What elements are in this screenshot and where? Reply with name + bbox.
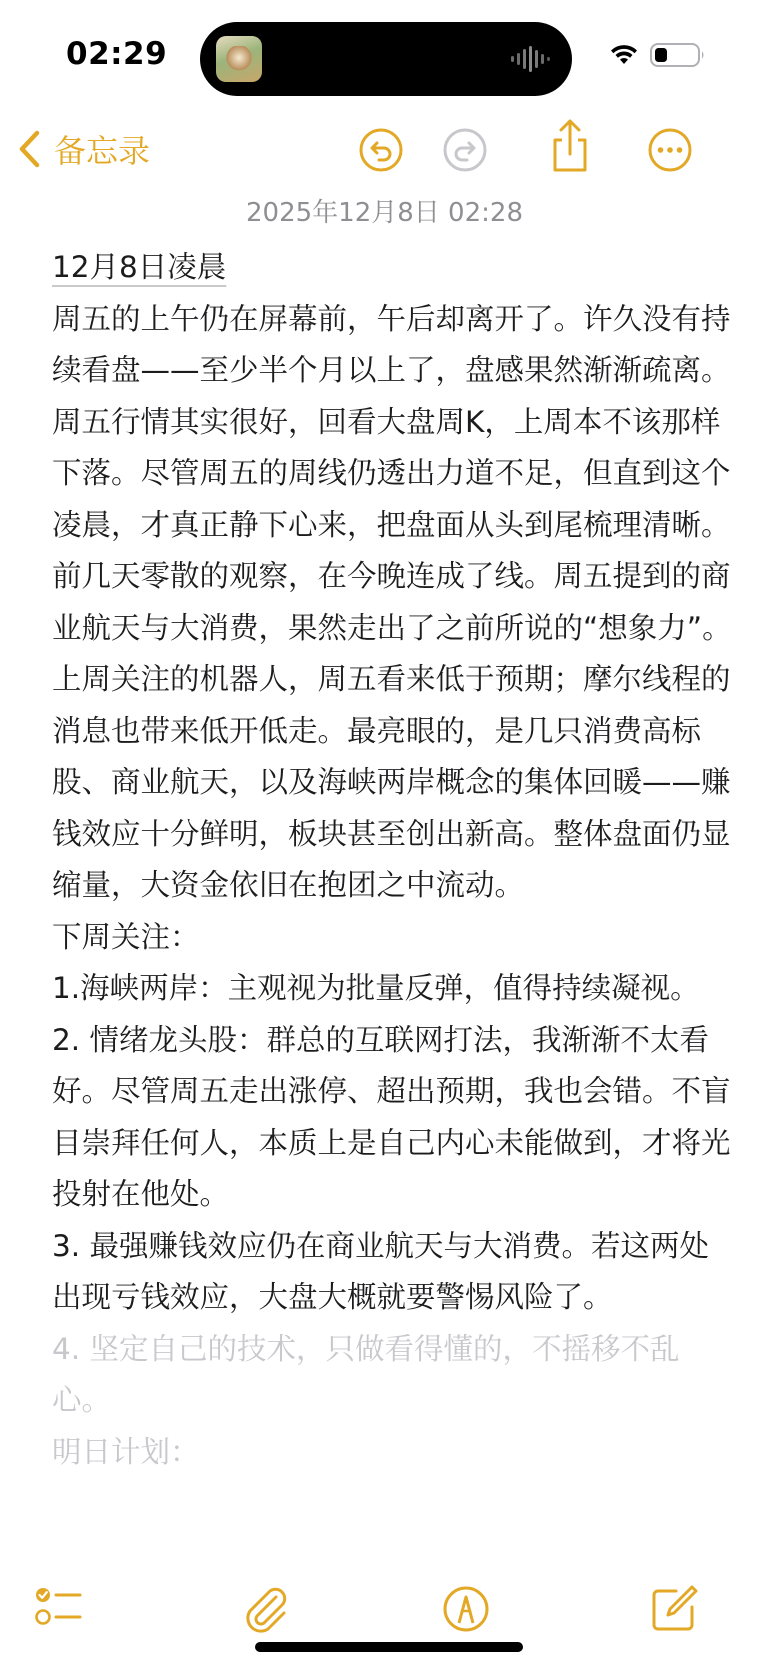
redo-icon[interactable] <box>441 126 489 174</box>
note-body[interactable] <box>52 242 732 1478</box>
note-paragraph: 周五的上午仍在屏幕前，午后却离开了。许久没有持续看盘——至少半个月以上了，盘感果然渐渐疏离。周五行情其实很好，回看大盘周K，上周本不该那样下落。尽管周五的周线仍透出力道不足，但直到这个凌晨，才真正静下心来，把盘面从头到尾梳理清晰。 <box>52 301 731 542</box>
note-paragraph: 2. 情绪龙头股：群总的互联网打法，我渐渐不太看好。尽管周五走出涨停、超出预期，我也会错。不盲目崇拜任何人，本质上是自己内心未能做到，才将光投射在他处。 <box>52 1022 731 1211</box>
audio-waveform-icon <box>510 46 550 72</box>
checklist-icon[interactable] <box>34 1583 86 1635</box>
battery-icon <box>650 43 706 67</box>
now-playing-artwork <box>216 36 262 82</box>
compose-icon[interactable] <box>648 1583 700 1635</box>
note-paragraph: 前几天零散的观察，在今晚连成了线。周五提到的商业航天与大消费，果然走出了之前所说的“想象力”。上周关注的机器人，周五看来低于预期；摩尔线程的消息也带来低开低走。最亮眼的，是几只消费高标股、商业航天，以及海峡两岸概念的集体回暖——赚钱效应十分鲜明，板块甚至创出新高。整体盘面仍显缩量，大资金依旧在抱团之中流动。 <box>52 559 732 902</box>
undo-icon[interactable] <box>357 126 405 174</box>
note-paragraph-faded: 4. 坚定自己的技术，只做看得懂的，不摇移不乱心。 <box>52 1331 680 1417</box>
back-button-label: 备忘录 <box>54 132 151 170</box>
paperclip-icon[interactable] <box>240 1583 292 1635</box>
home-indicator[interactable] <box>255 1642 523 1652</box>
note-title: 12月8日凌晨 <box>52 250 227 284</box>
wifi-icon <box>608 42 640 66</box>
note-paragraph: 3. 最强赚钱效应仍在商业航天与大消费。若这两处出现亏钱效应，大盘大概就要警惕风险了。 <box>52 1228 710 1314</box>
dynamic-island[interactable] <box>200 22 572 96</box>
note-paragraph: 1.海峡两岸：主观视为批量反弹，值得持续凝视。 <box>52 971 700 1005</box>
more-icon[interactable] <box>646 126 694 174</box>
chevron-left-icon <box>18 130 40 168</box>
note-timestamp: 2025年12月8日 02:28 <box>246 198 523 228</box>
back-button[interactable] <box>18 126 150 172</box>
note-paragraph-faded: 明日计划： <box>52 1434 200 1469</box>
status-time: 02:29 <box>66 36 168 72</box>
note-paragraph: 下周关注： <box>52 919 200 954</box>
share-icon[interactable] <box>546 118 594 174</box>
markup-pen-icon[interactable] <box>440 1583 492 1635</box>
